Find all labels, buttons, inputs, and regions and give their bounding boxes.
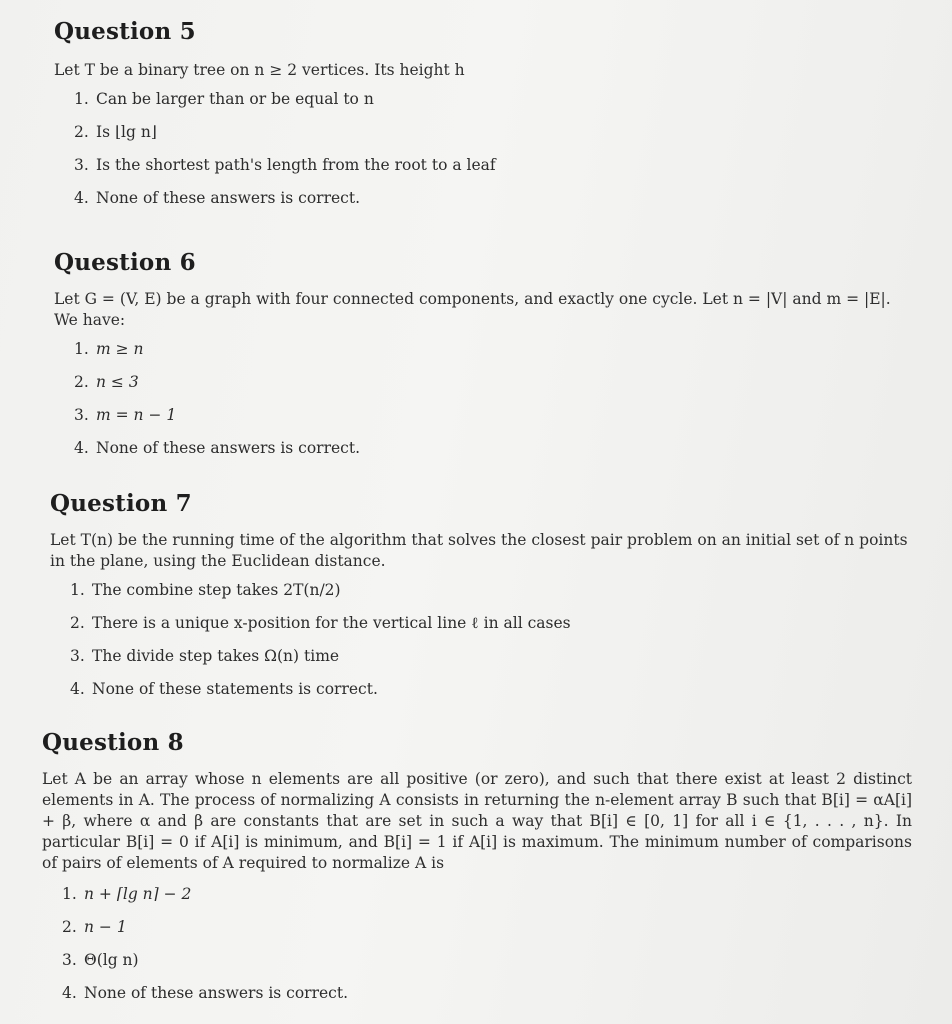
question-title: Question 5: [54, 18, 196, 45]
question-title: Question 8: [42, 729, 184, 756]
option-text: m ≥ n: [96, 340, 144, 358]
option-number: 2.: [62, 918, 77, 936]
answer-options: [70, 580, 920, 712]
option-number: 3.: [62, 951, 77, 969]
option-text: Θ(lg n): [84, 951, 139, 969]
answer-options: [62, 884, 912, 1016]
question-text: Let T be a binary tree on n ≥ 2 vertices. Its height h: [54, 61, 465, 79]
question-8: [42, 729, 912, 1016]
answer-option[interactable]: [62, 884, 912, 917]
question-text: Let T(n) be the running time of the algorithm that solves the closest pair problem on an initial set of n points in the plane, using the Euclidean distance.: [50, 531, 908, 570]
question-title: Question 6: [54, 249, 196, 276]
question-text: Let A be an array whose n elements are all positive (or zero), and such that there exist at least 2 distinct elements in A. The process of normalizing A consists in returning the n-element array B such that B[i] = αA[i] + β, where α and β are constants that are set in such a way that B[i] ∈ [0, 1] for all i ∈ {1, . . . , n}. In particular B[i] = 0 if A[i] is minimum, and B[i] = 1 if A[i] is maximum. The minimum number of comparisons of pairs of elements of A required to normalize A is: [42, 770, 912, 872]
answer-option[interactable]: [62, 983, 912, 1016]
option-text: None of these answers is correct.: [84, 984, 348, 1002]
option-text: There is a unique x-position for the vertical line ℓ in all cases: [92, 614, 571, 632]
option-number: 1.: [70, 581, 85, 599]
answer-options: [74, 339, 914, 471]
option-number: 4.: [74, 439, 89, 457]
answer-option[interactable]: [74, 188, 914, 221]
option-text: None of these answers is correct.: [96, 439, 360, 457]
question-title: Question 7: [50, 490, 192, 517]
question-5: [54, 18, 914, 221]
option-text: Can be larger than or be equal to n: [96, 90, 374, 108]
option-text: None of these statements is correct.: [92, 680, 378, 698]
answer-option[interactable]: [70, 613, 920, 646]
option-text: m = n − 1: [96, 406, 177, 424]
option-number: 4.: [74, 189, 89, 207]
option-text: n − 1: [84, 918, 127, 936]
answer-options: [74, 89, 914, 221]
option-number: 4.: [70, 680, 85, 698]
option-text: n ≤ 3: [96, 373, 139, 391]
option-number: 3.: [74, 156, 89, 174]
option-text: n + ⌈lg n⌉ − 2: [84, 885, 192, 903]
option-text: The divide step takes Ω(n) time: [92, 647, 340, 665]
option-number: 4.: [62, 984, 77, 1002]
option-text: Is ⌊lg n⌋: [96, 123, 157, 141]
option-text: None of these answers is correct.: [96, 189, 360, 207]
option-number: 2.: [74, 373, 89, 391]
option-number: 2.: [70, 614, 85, 632]
answer-option[interactable]: [62, 917, 912, 950]
question-6: [54, 249, 914, 471]
answer-option[interactable]: [74, 438, 914, 471]
option-number: 3.: [74, 406, 89, 424]
option-text: The combine step takes 2T(n/2): [92, 581, 341, 599]
answer-option[interactable]: [74, 122, 914, 155]
option-text: Is the shortest path's length from the root to a leaf: [96, 156, 496, 174]
answer-option[interactable]: [74, 339, 914, 372]
answer-option[interactable]: [62, 950, 912, 983]
question-7: [50, 490, 920, 712]
answer-option[interactable]: [70, 580, 920, 613]
option-number: 2.: [74, 123, 89, 141]
answer-option[interactable]: [74, 405, 914, 438]
option-number: 3.: [70, 647, 85, 665]
option-number: 1.: [62, 885, 77, 903]
question-text: Let G = (V, E) be a graph with four connected components, and exactly one cycle. Let n = |V| and m = |E|. We have:: [54, 290, 891, 329]
option-number: 1.: [74, 90, 89, 108]
answer-option[interactable]: [70, 679, 920, 712]
answer-option[interactable]: [74, 372, 914, 405]
answer-option[interactable]: [70, 646, 920, 679]
option-number: 1.: [74, 340, 89, 358]
answer-option[interactable]: [74, 155, 914, 188]
answer-option[interactable]: [74, 89, 914, 122]
